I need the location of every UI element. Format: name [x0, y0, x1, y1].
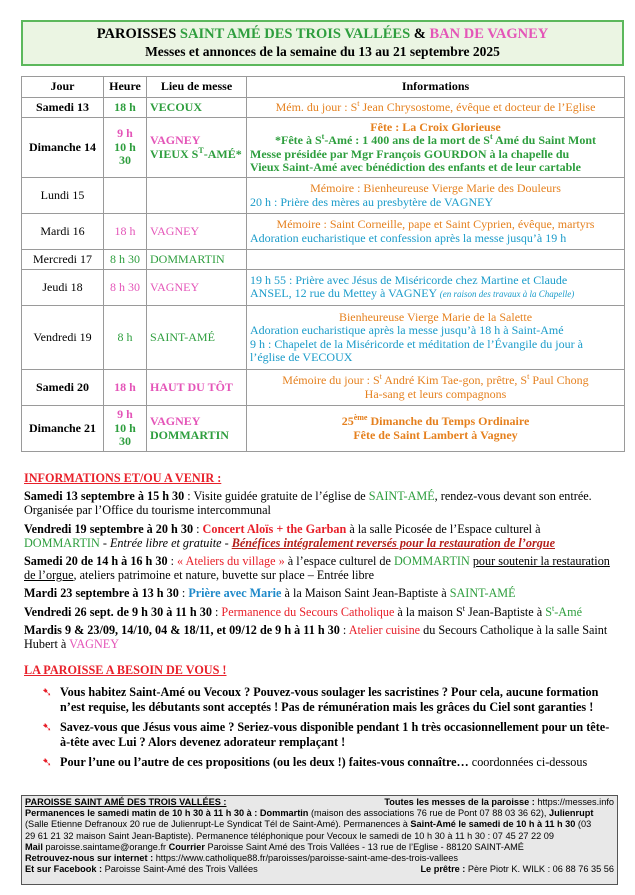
row-day: Jeudi 18 [22, 270, 104, 306]
row-info: 25ème Dimanche du Temps Ordinaire Fête de Saint Lambert à Vagney [247, 406, 625, 452]
row-time: 8 h [104, 306, 147, 370]
header-banner [21, 20, 624, 66]
col-header-place: Lieu de messe [147, 77, 247, 98]
row-day: Samedi 13 [22, 98, 104, 118]
row-info [247, 250, 625, 270]
row-info: Mémoire du jour : $S^t$ André Kim Tae-gon, prêtre, $S^t$ Paul Chong Ha-sang et leurs compagnons [247, 370, 625, 406]
row-time [104, 178, 147, 214]
table-row [22, 270, 625, 306]
arrow-bullet-icon: ➷ [42, 685, 53, 700]
news-item: Vendredi 26 sept. de 9 h 30 à 11 h 30 : Permanence du Secours Catholique à la maison $S^t$ Jean-Baptiste à $S^t$-Amé [24, 603, 582, 619]
row-time: 18 h [104, 370, 147, 406]
table-row [22, 370, 625, 406]
website-link[interactable]: https://www.catholique88.fr/paroisses/paroisse-saint-ame-des-trois-vallees [153, 853, 458, 864]
row-place [147, 178, 247, 214]
row-day: Dimanche 14 [22, 118, 104, 178]
row-place: HAUT DU TÔT [147, 370, 247, 406]
news-item: Samedi 20 de 14 h à 16 h 30 : « Ateliers du village » à l’espace culturel de DOMMARTIN pour soutenir la restauration de l’orgue, ateliers patrimoine et nature, buvette sur place – Entrée libre [24, 554, 610, 583]
row-place: VECOUX [147, 98, 247, 118]
row-time: 9 h 10 h 30 [104, 406, 147, 452]
row-info: Mém. du jour : $S^t$ Jean Chrysostome, évêque et docteur de l’Eglise [247, 98, 625, 118]
table-row [22, 250, 625, 270]
row-day: Samedi 20 [22, 370, 104, 406]
row-time: 18 h [104, 214, 147, 250]
volunteer-item: ➷ Savez-vous que Jésus vous aime ? Seriez-vous disponible pendant 1 h très occasionnellement pour un tête-à-tête avec Lui ? Alors devenez adorateur remplaçant ! [42, 720, 610, 749]
footer-title: PAROISSE SAINT AMÉ DES TROIS VALLÉES : [25, 797, 227, 807]
row-day: Vendredi 19 [22, 306, 104, 370]
col-header-info: Informations [247, 77, 625, 98]
row-day: Lundi 15 [22, 178, 104, 214]
news-item: Samedi 13 septembre à 15 h 30 : Visite guidée gratuite de l’église de SAINT-AMÉ, rendez-vous devant son entrée. Organisée par l’Office du tourisme intercommunal [24, 489, 592, 518]
row-time: 8 h 30 [104, 250, 147, 270]
row-info: Mémoire : Bienheureuse Vierge Marie des Douleurs 20 h : Prière des mères au presbytère de VAGNEY [247, 178, 625, 214]
volunteer-title: LA PAROISSE A BESOIN DE VOUS ! [24, 663, 227, 677]
table-row [22, 214, 625, 250]
contact-footer: PAROISSE SAINT AMÉ DES TROIS VALLÉES : Toutes les messes de la paroisse : https://messes.info Permanences le samedi matin de 10 h 30 à 11 h 30 à : Dommartin (maison des associations 76 rue de Pont 07 88 03 36 62), Julienrupt (Salle Etienne Defranoux 20 rue de Julienrupt-Le Syndicat Tél de Saint-Amé). Permanences à Saint-Amé le samedi de 10 h à 11 h 30 (03 29 61 21 32 maison Saint Jean-Baptiste). Permanence téléphonique pour Vecoux le samedi de 10 h 30 à 11 h 30 : 07 45 27 22 09 Mail paroisse.saintame@orange.fr Courrier Paroisse Saint Amé des Trois Vallées - 13 rue de l’Eglise - 88120 SAINT-AMÉ Retrouvez-nous sur internet : https://www.catholique88.fr/paroisses/paroisse-saint-ame-des-trois-vallees Et sur Facebook : Paroisse Saint-Amé des Trois Vallées Le prêtre : Père Piotr K. WILK : 06 88 76 35 56 [21, 795, 618, 885]
volunteer-item: ➷ Vous habitez Saint-Amé ou Vecoux ? Pouvez-vous soulager les sacristines ? Pour cela, aucune formation n’est requise, les débutants sont acceptés ! Pas de rémunération mais les grâces du Ciel sont garanties ! [42, 685, 599, 714]
table-header-row [22, 77, 625, 98]
table-row [22, 306, 625, 370]
arrow-bullet-icon: ➷ [42, 755, 53, 770]
news-item: Mardis 9 & 23/09, 14/10, 04 & 18/11, et 09/12 de 9 h à 11 h 30 : Atelier cuisine du Secours Catholique à la salle Saint Hubert à VAGNEY [24, 622, 608, 652]
row-place: DOMMARTIN [147, 250, 247, 270]
messes-link[interactable]: https://messes.info [534, 797, 614, 807]
table-row [22, 406, 625, 452]
arrow-bullet-icon: ➷ [42, 720, 53, 735]
header-subtitle: Messes et annonces de la semaine du 13 au 21 septembre 2025 [145, 44, 500, 59]
volunteer-section [24, 663, 618, 775]
row-time: 8 h 30 [104, 270, 147, 306]
schedule-table [21, 76, 625, 452]
row-info: Mémoire : Saint Corneille, pape et Saint Cyprien, évêque, martyrs Adoration eucharistique et confession après la messe jusqu’à 19 h [247, 214, 625, 250]
row-place: VAGNEY [147, 270, 247, 306]
col-header-day: Jour [22, 77, 104, 98]
header-title: PAROISSES SAINT AMÉ DES TROIS VALLÉES & BAN DE VAGNEY [96, 26, 549, 42]
row-place: VAGNEY [147, 214, 247, 250]
table-row [22, 178, 625, 214]
table-row [22, 98, 625, 118]
row-place: SAINT-AMÉ [147, 306, 247, 370]
news-item: Vendredi 19 septembre à 20 h 30 : Concert Aloïs + the Garban à la salle Picosée de l’Espace culturel à DOMMARTIN - Entrée libre et gratuite - Bénéfices intégralement reversés pour la restauration de l’orgue [24, 521, 555, 550]
row-info: Fête : La Croix Glorieuse *Fête à $S^t$-Amé : 1 400 ans de la mort de $S^t$ Amé du Saint Mont Messe présidée par Mgr François GOURDON à la chapelle du Vieux Saint-Amé avec bénédiction des enfants et de leur cartable [247, 118, 625, 178]
news-title: INFORMATIONS ET/OU A VENIR : [24, 471, 222, 485]
row-info: Bienheureuse Vierge Marie de la Salette Adoration eucharistique après la messe jusqu’à 18 h à Saint-Amé 9 h : Chapelet de la Miséricorde et méditation de l’Évangile du jour à l’église de VECOUX [247, 306, 625, 370]
news-item: Mardi 23 septembre à 13 h 30 : Prière avec Marie à la Maison Saint Jean-Baptiste à SAINT-AMÉ [24, 586, 516, 601]
volunteer-item: ➷ Pour l’une ou l’autre de ces propositions (ou les deux !) faites-vous connaître… coordonnées ci-dessous [42, 755, 588, 770]
news-section [24, 471, 618, 655]
row-day: Dimanche 21 [22, 406, 104, 452]
row-day: Mercredi 17 [22, 250, 104, 270]
table-row [22, 118, 625, 178]
row-time: 18 h [104, 98, 147, 118]
row-place: VAGNEY VIEUX $S^T-AMÉ*$ [147, 118, 247, 178]
row-info: 19 h 55 : Prière avec Jésus de Miséricorde chez Martine et Claude ANSEL, 12 rue du Mettey à VAGNEY (en raison des travaux à la Chapelle) [247, 270, 625, 306]
facebook-link[interactable]: Paroisse Saint-Amé des Trois Vallées [102, 864, 258, 875]
col-header-time: Heure [104, 77, 147, 98]
row-place: VAGNEY DOMMARTIN [147, 406, 247, 452]
row-time: 9 h 10 h 30 [104, 118, 147, 178]
row-day: Mardi 16 [22, 214, 104, 250]
mail-link[interactable]: paroisse.saintame@orange.fr [42, 841, 169, 852]
